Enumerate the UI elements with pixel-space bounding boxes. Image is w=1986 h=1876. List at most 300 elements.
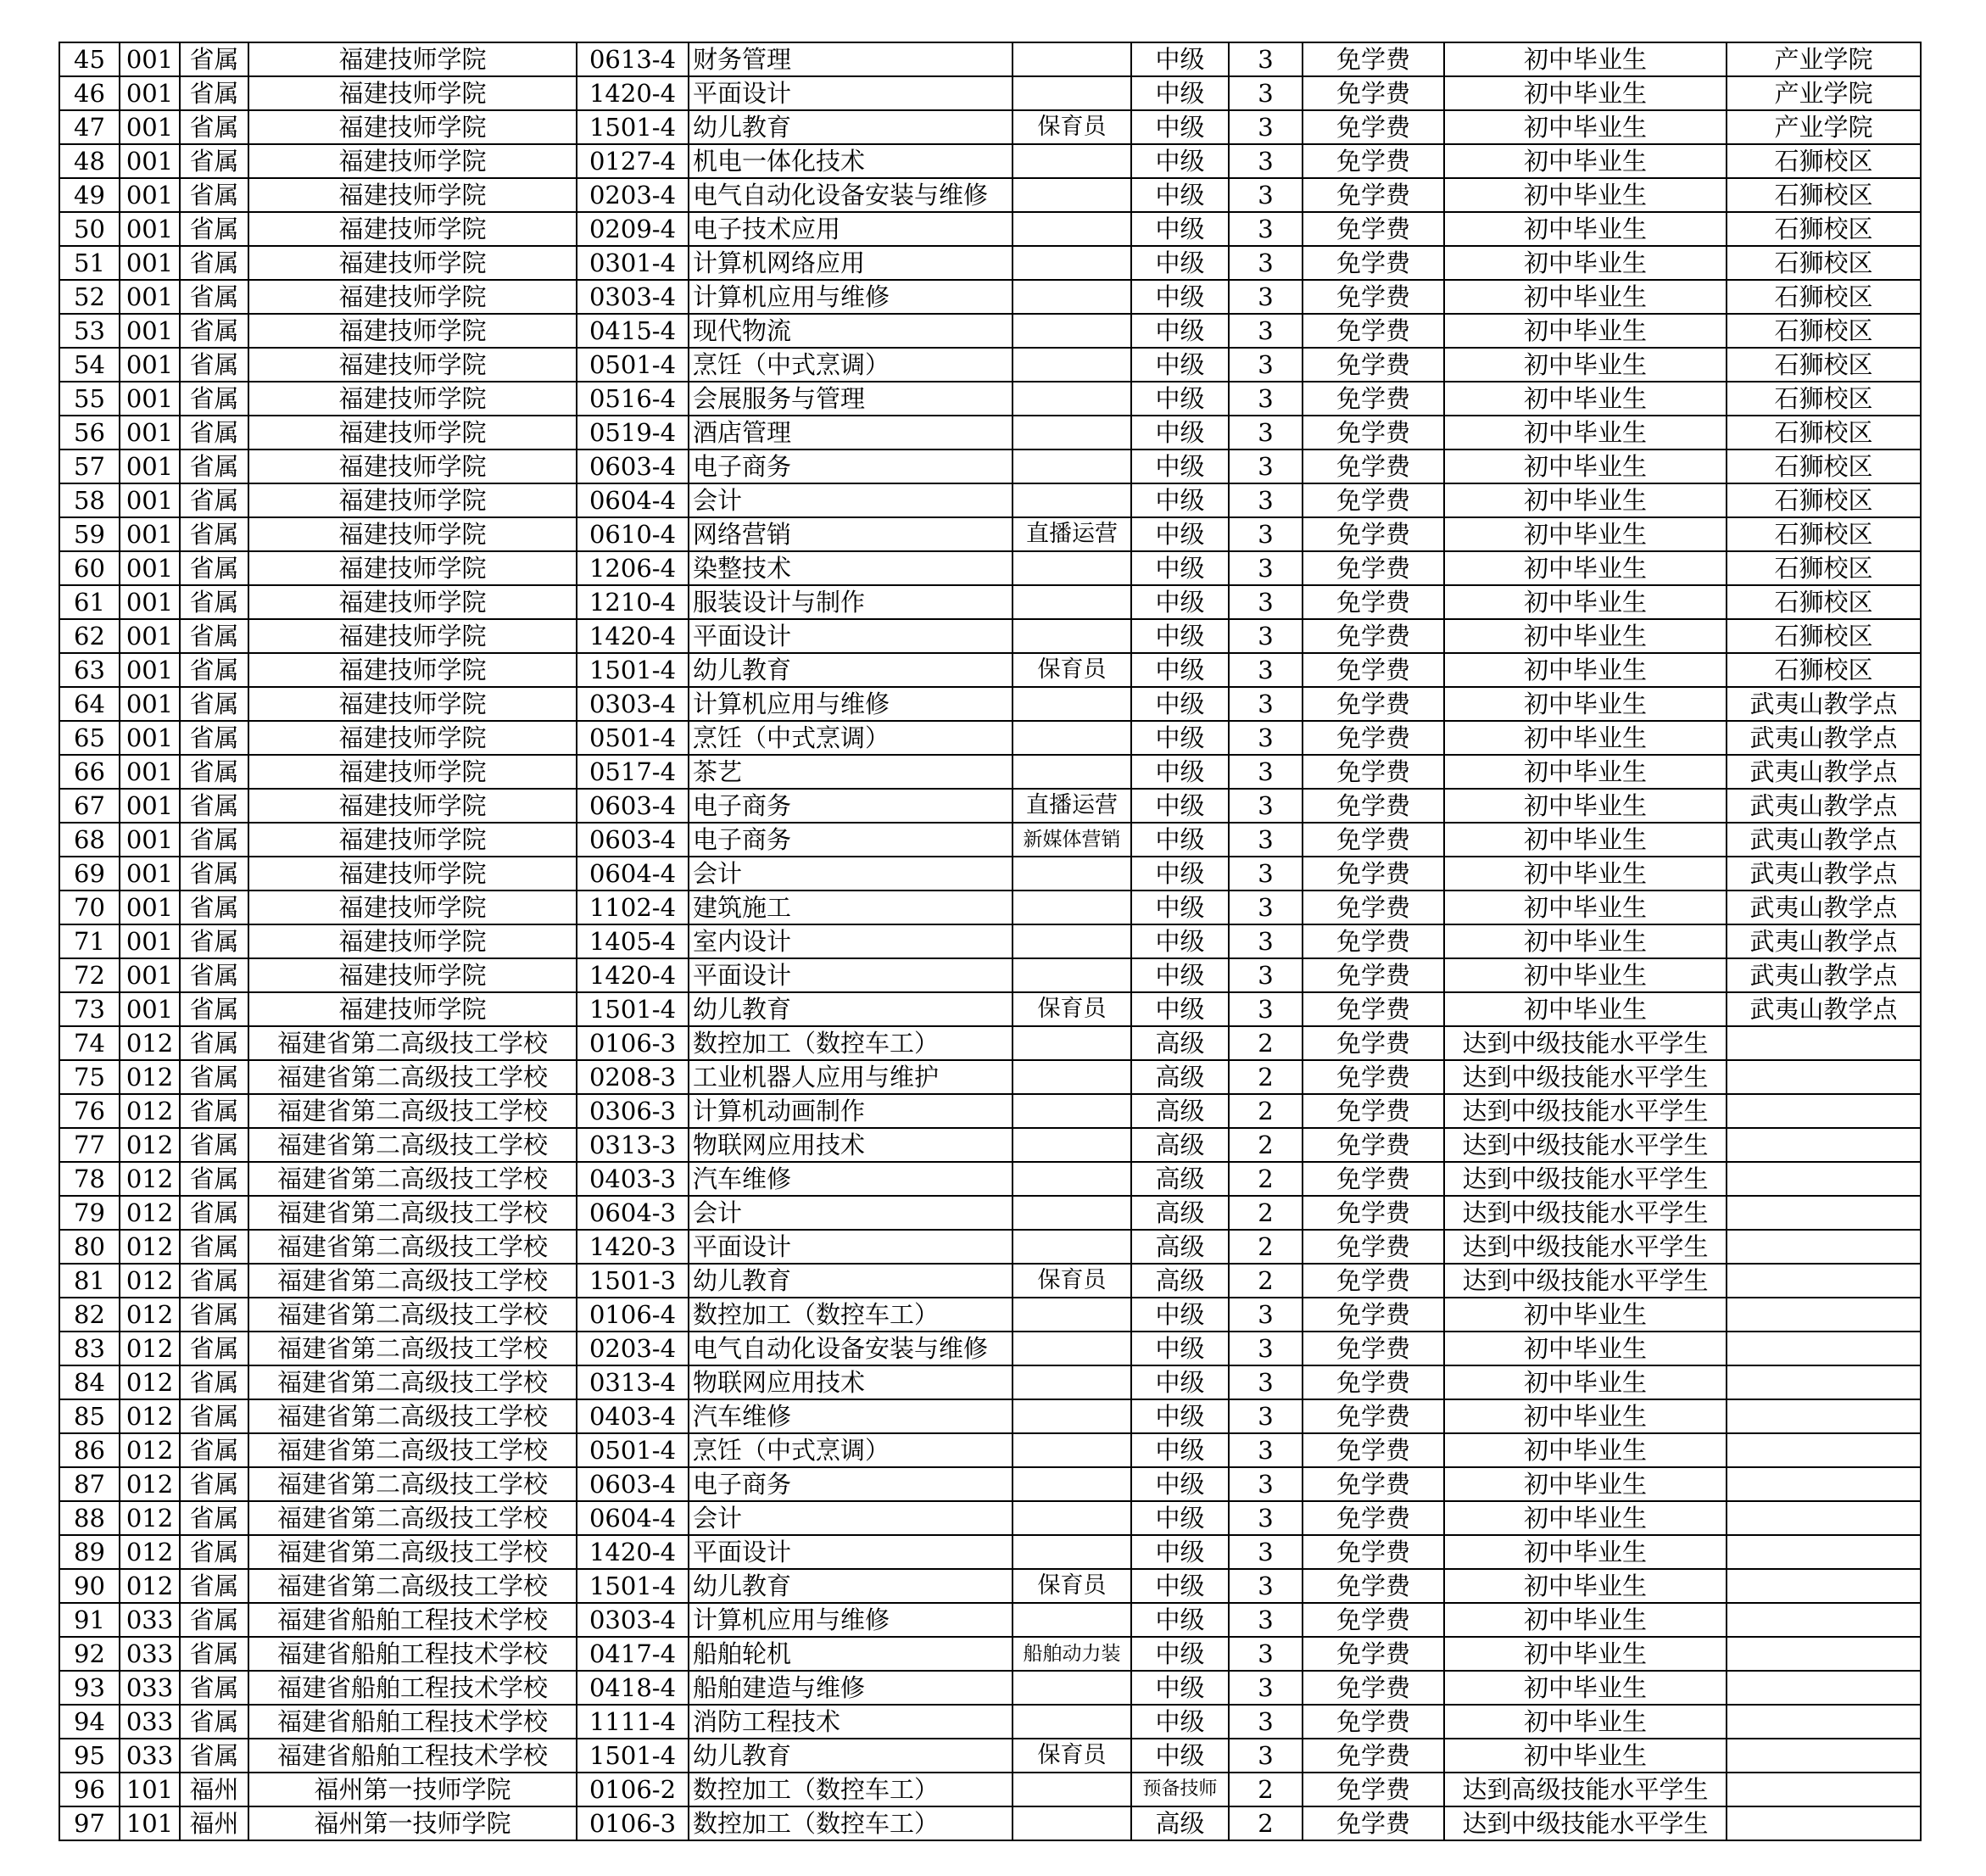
major-name-cell: 船舶建造与维修	[689, 1671, 1013, 1705]
level-cell: 中级	[1131, 1603, 1229, 1637]
school-code-cell: 001	[120, 687, 180, 721]
row-number-cell: 56	[59, 416, 120, 449]
affiliation-cell: 省属	[180, 1094, 248, 1128]
level-cell: 中级	[1131, 1433, 1229, 1467]
school-name-cell: 福建技师学院	[248, 551, 577, 585]
major-code-cell: 0610-4	[577, 517, 689, 551]
table-row	[59, 1128, 1921, 1162]
school-name-cell: 福建省第二高级技工学校	[248, 1060, 577, 1094]
affiliation-cell: 省属	[180, 1433, 248, 1467]
school-code-cell: 001	[120, 483, 180, 517]
school-name-cell: 福建技师学院	[248, 246, 577, 280]
school-name-cell: 福州第一技师学院	[248, 1773, 577, 1806]
major-code-cell: 1102-4	[577, 891, 689, 924]
level-cell: 高级	[1131, 1162, 1229, 1196]
direction-cell: 保育员	[1013, 1569, 1131, 1603]
direction-cell	[1013, 178, 1131, 212]
major-code-cell: 0603-4	[577, 823, 689, 857]
school-name-cell: 福建技师学院	[248, 382, 577, 416]
tuition-cell: 免学费	[1303, 653, 1444, 687]
major-code-cell: 0603-4	[577, 449, 689, 483]
direction-cell	[1013, 1806, 1131, 1840]
level-cell: 中级	[1131, 857, 1229, 891]
tuition-cell: 免学费	[1303, 382, 1444, 416]
duration-cell: 3	[1229, 551, 1303, 585]
major-code-cell: 1501-4	[577, 653, 689, 687]
level-cell: 中级	[1131, 1739, 1229, 1773]
major-name-cell: 电子商务	[689, 449, 1013, 483]
level-cell: 中级	[1131, 1705, 1229, 1739]
tuition-cell: 免学费	[1303, 1773, 1444, 1806]
table-row	[59, 1705, 1921, 1739]
school-name-cell: 福建技师学院	[248, 891, 577, 924]
row-number-cell: 67	[59, 789, 120, 823]
affiliation-cell: 省属	[180, 1196, 248, 1230]
major-code-cell: 1501-4	[577, 1569, 689, 1603]
major-code-cell: 1501-4	[577, 1739, 689, 1773]
admission-target-cell: 达到中级技能水平学生	[1444, 1230, 1727, 1264]
admission-target-cell: 初中毕业生	[1444, 1433, 1727, 1467]
tuition-cell: 免学费	[1303, 1433, 1444, 1467]
school-name-cell: 福建省第二高级技工学校	[248, 1230, 577, 1264]
admission-target-cell: 初中毕业生	[1444, 1501, 1727, 1535]
major-name-cell: 会计	[689, 1196, 1013, 1230]
admission-target-cell: 达到中级技能水平学生	[1444, 1264, 1727, 1298]
table-row	[59, 823, 1921, 857]
table-row	[59, 483, 1921, 517]
admission-target-cell: 初中毕业生	[1444, 1637, 1727, 1671]
school-code-cell: 001	[120, 110, 180, 144]
table-row	[59, 1365, 1921, 1399]
level-cell: 中级	[1131, 517, 1229, 551]
major-name-cell: 幼儿教育	[689, 1264, 1013, 1298]
major-code-cell: 0403-4	[577, 1399, 689, 1433]
affiliation-cell: 省属	[180, 958, 248, 992]
major-name-cell: 服装设计与制作	[689, 585, 1013, 619]
direction-cell	[1013, 1094, 1131, 1128]
level-cell: 中级	[1131, 42, 1229, 76]
admission-target-cell: 初中毕业生	[1444, 416, 1727, 449]
tuition-cell: 免学费	[1303, 585, 1444, 619]
tuition-cell: 免学费	[1303, 789, 1444, 823]
row-number-cell: 52	[59, 280, 120, 314]
admission-target-cell: 达到中级技能水平学生	[1444, 1162, 1727, 1196]
duration-cell: 2	[1229, 1264, 1303, 1298]
tuition-cell: 免学费	[1303, 212, 1444, 246]
school-name-cell: 福州第一技师学院	[248, 1806, 577, 1840]
row-number-cell: 92	[59, 1637, 120, 1671]
duration-cell: 3	[1229, 687, 1303, 721]
school-code-cell: 001	[120, 789, 180, 823]
major-code-cell: 0417-4	[577, 1637, 689, 1671]
school-name-cell: 福建省第二高级技工学校	[248, 1569, 577, 1603]
direction-cell	[1013, 1060, 1131, 1094]
tuition-cell: 免学费	[1303, 1298, 1444, 1332]
direction-cell: 保育员	[1013, 1264, 1131, 1298]
major-name-cell: 平面设计	[689, 76, 1013, 110]
row-number-cell: 89	[59, 1535, 120, 1569]
major-code-cell: 0313-4	[577, 1365, 689, 1399]
affiliation-cell: 省属	[180, 1060, 248, 1094]
admission-target-cell: 初中毕业生	[1444, 1365, 1727, 1399]
admission-target-cell: 初中毕业生	[1444, 42, 1727, 76]
duration-cell: 2	[1229, 1162, 1303, 1196]
admission-target-cell: 达到中级技能水平学生	[1444, 1196, 1727, 1230]
row-number-cell: 70	[59, 891, 120, 924]
major-name-cell: 酒店管理	[689, 416, 1013, 449]
direction-cell	[1013, 1298, 1131, 1332]
direction-cell	[1013, 246, 1131, 280]
major-name-cell: 工业机器人应用与维护	[689, 1060, 1013, 1094]
level-cell: 中级	[1131, 992, 1229, 1026]
campus-cell	[1727, 1196, 1921, 1230]
major-name-cell: 平面设计	[689, 1230, 1013, 1264]
campus-cell	[1727, 1433, 1921, 1467]
direction-cell: 船舶动力装	[1013, 1637, 1131, 1671]
table-row	[59, 246, 1921, 280]
direction-cell: 直播运营	[1013, 517, 1131, 551]
major-code-cell: 1501-4	[577, 110, 689, 144]
affiliation-cell: 省属	[180, 1671, 248, 1705]
major-name-cell: 幼儿教育	[689, 110, 1013, 144]
admission-target-cell: 初中毕业生	[1444, 280, 1727, 314]
row-number-cell: 78	[59, 1162, 120, 1196]
duration-cell: 3	[1229, 585, 1303, 619]
school-code-cell: 012	[120, 1128, 180, 1162]
school-name-cell: 福建技师学院	[248, 416, 577, 449]
tuition-cell: 免学费	[1303, 1094, 1444, 1128]
school-code-cell: 033	[120, 1603, 180, 1637]
table-row	[59, 585, 1921, 619]
major-code-cell: 0604-4	[577, 857, 689, 891]
major-name-cell: 物联网应用技术	[689, 1128, 1013, 1162]
affiliation-cell: 省属	[180, 178, 248, 212]
direction-cell: 保育员	[1013, 110, 1131, 144]
major-name-cell: 幼儿教育	[689, 1739, 1013, 1773]
major-code-cell: 0403-3	[577, 1162, 689, 1196]
major-code-cell: 0613-4	[577, 42, 689, 76]
table-row	[59, 1773, 1921, 1806]
major-name-cell: 幼儿教育	[689, 1569, 1013, 1603]
school-name-cell: 福建技师学院	[248, 721, 577, 755]
campus-cell: 石狮校区	[1727, 314, 1921, 348]
major-name-cell: 现代物流	[689, 314, 1013, 348]
major-code-cell: 0106-3	[577, 1026, 689, 1060]
duration-cell: 3	[1229, 1637, 1303, 1671]
direction-cell	[1013, 483, 1131, 517]
duration-cell: 2	[1229, 1806, 1303, 1840]
tuition-cell: 免学费	[1303, 551, 1444, 585]
row-number-cell: 79	[59, 1196, 120, 1230]
tuition-cell: 免学费	[1303, 1026, 1444, 1060]
affiliation-cell: 省属	[180, 1264, 248, 1298]
major-code-cell: 0603-4	[577, 1467, 689, 1501]
table-row	[59, 1569, 1921, 1603]
admission-target-cell: 初中毕业生	[1444, 178, 1727, 212]
school-code-cell: 012	[120, 1467, 180, 1501]
admission-target-cell: 初中毕业生	[1444, 1535, 1727, 1569]
campus-cell	[1727, 1060, 1921, 1094]
major-code-cell: 0303-4	[577, 1603, 689, 1637]
admission-target-cell: 初中毕业生	[1444, 314, 1727, 348]
major-code-cell: 1210-4	[577, 585, 689, 619]
affiliation-cell: 省属	[180, 517, 248, 551]
direction-cell	[1013, 721, 1131, 755]
campus-cell	[1727, 1773, 1921, 1806]
school-name-cell: 福建省第二高级技工学校	[248, 1264, 577, 1298]
table-row	[59, 449, 1921, 483]
school-code-cell: 001	[120, 280, 180, 314]
table-row	[59, 280, 1921, 314]
affiliation-cell: 省属	[180, 348, 248, 382]
school-code-cell: 001	[120, 144, 180, 178]
campus-cell: 石狮校区	[1727, 212, 1921, 246]
major-code-cell: 1420-4	[577, 619, 689, 653]
school-code-cell: 001	[120, 416, 180, 449]
duration-cell: 3	[1229, 1535, 1303, 1569]
affiliation-cell: 省属	[180, 1603, 248, 1637]
major-name-cell: 汽车维修	[689, 1162, 1013, 1196]
campus-cell: 石狮校区	[1727, 144, 1921, 178]
campus-cell: 石狮校区	[1727, 551, 1921, 585]
major-name-cell: 会展服务与管理	[689, 382, 1013, 416]
major-name-cell: 幼儿教育	[689, 653, 1013, 687]
major-code-cell: 0106-3	[577, 1806, 689, 1840]
level-cell: 中级	[1131, 246, 1229, 280]
major-code-cell: 0208-3	[577, 1060, 689, 1094]
affiliation-cell: 省属	[180, 416, 248, 449]
school-code-cell: 001	[120, 449, 180, 483]
direction-cell	[1013, 280, 1131, 314]
table-row	[59, 958, 1921, 992]
direction-cell: 新媒体营销	[1013, 823, 1131, 857]
major-code-cell: 1111-4	[577, 1705, 689, 1739]
tuition-cell: 免学费	[1303, 1060, 1444, 1094]
major-name-cell: 室内设计	[689, 924, 1013, 958]
row-number-cell: 81	[59, 1264, 120, 1298]
level-cell: 高级	[1131, 1094, 1229, 1128]
table-row	[59, 1026, 1921, 1060]
campus-cell	[1727, 1365, 1921, 1399]
direction-cell	[1013, 1433, 1131, 1467]
school-name-cell: 福建省第二高级技工学校	[248, 1332, 577, 1365]
affiliation-cell: 省属	[180, 1162, 248, 1196]
major-code-cell: 0313-3	[577, 1128, 689, 1162]
major-name-cell: 机电一体化技术	[689, 144, 1013, 178]
row-number-cell: 68	[59, 823, 120, 857]
school-name-cell: 福建省第二高级技工学校	[248, 1535, 577, 1569]
school-code-cell: 033	[120, 1739, 180, 1773]
major-code-cell: 0501-4	[577, 1433, 689, 1467]
duration-cell: 3	[1229, 1739, 1303, 1773]
major-code-cell: 0301-4	[577, 246, 689, 280]
campus-cell: 武夷山教学点	[1727, 924, 1921, 958]
direction-cell	[1013, 891, 1131, 924]
duration-cell: 3	[1229, 517, 1303, 551]
school-name-cell: 福建技师学院	[248, 924, 577, 958]
tuition-cell: 免学费	[1303, 992, 1444, 1026]
direction-cell	[1013, 1501, 1131, 1535]
campus-cell	[1727, 1739, 1921, 1773]
duration-cell: 2	[1229, 1060, 1303, 1094]
direction-cell	[1013, 619, 1131, 653]
tuition-cell: 免学费	[1303, 1671, 1444, 1705]
duration-cell: 3	[1229, 76, 1303, 110]
tuition-cell: 免学费	[1303, 76, 1444, 110]
level-cell: 中级	[1131, 551, 1229, 585]
table-row	[59, 416, 1921, 449]
campus-cell: 武夷山教学点	[1727, 992, 1921, 1026]
row-number-cell: 65	[59, 721, 120, 755]
admission-target-cell: 初中毕业生	[1444, 1332, 1727, 1365]
tuition-cell: 免学费	[1303, 1535, 1444, 1569]
tuition-cell: 免学费	[1303, 721, 1444, 755]
admission-target-cell: 初中毕业生	[1444, 382, 1727, 416]
level-cell: 中级	[1131, 314, 1229, 348]
row-number-cell: 61	[59, 585, 120, 619]
table-row	[59, 1399, 1921, 1433]
tuition-cell: 免学费	[1303, 1128, 1444, 1162]
direction-cell	[1013, 416, 1131, 449]
table-row	[59, 1230, 1921, 1264]
row-number-cell: 80	[59, 1230, 120, 1264]
major-name-cell: 电气自动化设备安装与维修	[689, 178, 1013, 212]
school-name-cell: 福建省第二高级技工学校	[248, 1433, 577, 1467]
tuition-cell: 免学费	[1303, 348, 1444, 382]
level-cell: 高级	[1131, 1196, 1229, 1230]
row-number-cell: 53	[59, 314, 120, 348]
major-code-cell: 1501-3	[577, 1264, 689, 1298]
tuition-cell: 免学费	[1303, 110, 1444, 144]
school-name-cell: 福建省船舶工程技术学校	[248, 1603, 577, 1637]
level-cell: 中级	[1131, 1569, 1229, 1603]
school-code-cell: 001	[120, 212, 180, 246]
affiliation-cell: 省属	[180, 1298, 248, 1332]
school-name-cell: 福建技师学院	[248, 314, 577, 348]
school-name-cell: 福建技师学院	[248, 280, 577, 314]
row-number-cell: 60	[59, 551, 120, 585]
tuition-cell: 免学费	[1303, 1365, 1444, 1399]
school-name-cell: 福建省船舶工程技术学校	[248, 1739, 577, 1773]
tuition-cell: 免学费	[1303, 483, 1444, 517]
school-code-cell: 101	[120, 1806, 180, 1840]
table-row	[59, 1060, 1921, 1094]
row-number-cell: 58	[59, 483, 120, 517]
direction-cell	[1013, 1535, 1131, 1569]
duration-cell: 3	[1229, 382, 1303, 416]
school-name-cell: 福建技师学院	[248, 76, 577, 110]
duration-cell: 3	[1229, 1705, 1303, 1739]
major-code-cell: 0516-4	[577, 382, 689, 416]
major-code-cell: 0203-4	[577, 178, 689, 212]
admission-target-cell: 初中毕业生	[1444, 721, 1727, 755]
table-row	[59, 1671, 1921, 1705]
school-name-cell: 福建技师学院	[248, 144, 577, 178]
admission-target-cell: 达到中级技能水平学生	[1444, 1806, 1727, 1840]
affiliation-cell: 省属	[180, 110, 248, 144]
level-cell: 高级	[1131, 1264, 1229, 1298]
tuition-cell: 免学费	[1303, 1739, 1444, 1773]
row-number-cell: 72	[59, 958, 120, 992]
campus-cell: 武夷山教学点	[1727, 823, 1921, 857]
affiliation-cell: 省属	[180, 755, 248, 789]
major-code-cell: 1420-4	[577, 958, 689, 992]
school-code-cell: 001	[120, 857, 180, 891]
major-name-cell: 数控加工（数控车工）	[689, 1773, 1013, 1806]
affiliation-cell: 省属	[180, 212, 248, 246]
campus-cell: 石狮校区	[1727, 246, 1921, 280]
school-code-cell: 012	[120, 1094, 180, 1128]
duration-cell: 3	[1229, 1501, 1303, 1535]
duration-cell: 3	[1229, 1603, 1303, 1637]
row-number-cell: 91	[59, 1603, 120, 1637]
tuition-cell: 免学费	[1303, 755, 1444, 789]
major-code-cell: 0106-2	[577, 1773, 689, 1806]
campus-cell: 石狮校区	[1727, 416, 1921, 449]
tuition-cell: 免学费	[1303, 1806, 1444, 1840]
major-name-cell: 平面设计	[689, 958, 1013, 992]
duration-cell: 3	[1229, 1399, 1303, 1433]
level-cell: 中级	[1131, 585, 1229, 619]
direction-cell	[1013, 1671, 1131, 1705]
school-code-cell: 001	[120, 721, 180, 755]
major-name-cell: 烹饪（中式烹调）	[689, 1433, 1013, 1467]
duration-cell: 3	[1229, 992, 1303, 1026]
campus-cell	[1727, 1603, 1921, 1637]
level-cell: 中级	[1131, 1467, 1229, 1501]
direction-cell	[1013, 348, 1131, 382]
major-code-cell: 0303-4	[577, 687, 689, 721]
level-cell: 高级	[1131, 1026, 1229, 1060]
school-code-cell: 001	[120, 382, 180, 416]
school-code-cell: 001	[120, 246, 180, 280]
admission-target-cell: 初中毕业生	[1444, 348, 1727, 382]
school-code-cell: 001	[120, 517, 180, 551]
campus-cell: 武夷山教学点	[1727, 857, 1921, 891]
duration-cell: 3	[1229, 823, 1303, 857]
row-number-cell: 83	[59, 1332, 120, 1365]
duration-cell: 2	[1229, 1196, 1303, 1230]
affiliation-cell: 省属	[180, 857, 248, 891]
duration-cell: 3	[1229, 178, 1303, 212]
duration-cell: 3	[1229, 789, 1303, 823]
level-cell: 中级	[1131, 416, 1229, 449]
direction-cell	[1013, 382, 1131, 416]
direction-cell	[1013, 212, 1131, 246]
school-code-cell: 001	[120, 42, 180, 76]
campus-cell: 石狮校区	[1727, 348, 1921, 382]
tuition-cell: 免学费	[1303, 1569, 1444, 1603]
campus-cell	[1727, 1806, 1921, 1840]
admission-target-cell: 初中毕业生	[1444, 755, 1727, 789]
direction-cell	[1013, 1196, 1131, 1230]
major-code-cell: 1420-4	[577, 76, 689, 110]
major-code-cell: 0106-4	[577, 1298, 689, 1332]
tuition-cell: 免学费	[1303, 1467, 1444, 1501]
direction-cell: 保育员	[1013, 1739, 1131, 1773]
table-row	[59, 1535, 1921, 1569]
admission-target-cell: 初中毕业生	[1444, 823, 1727, 857]
row-number-cell: 49	[59, 178, 120, 212]
school-name-cell: 福建技师学院	[248, 789, 577, 823]
major-name-cell: 数控加工（数控车工）	[689, 1298, 1013, 1332]
row-number-cell: 97	[59, 1806, 120, 1840]
school-name-cell: 福建技师学院	[248, 178, 577, 212]
direction-cell	[1013, 314, 1131, 348]
affiliation-cell: 省属	[180, 1569, 248, 1603]
table-row	[59, 1806, 1921, 1840]
level-cell: 中级	[1131, 1671, 1229, 1705]
